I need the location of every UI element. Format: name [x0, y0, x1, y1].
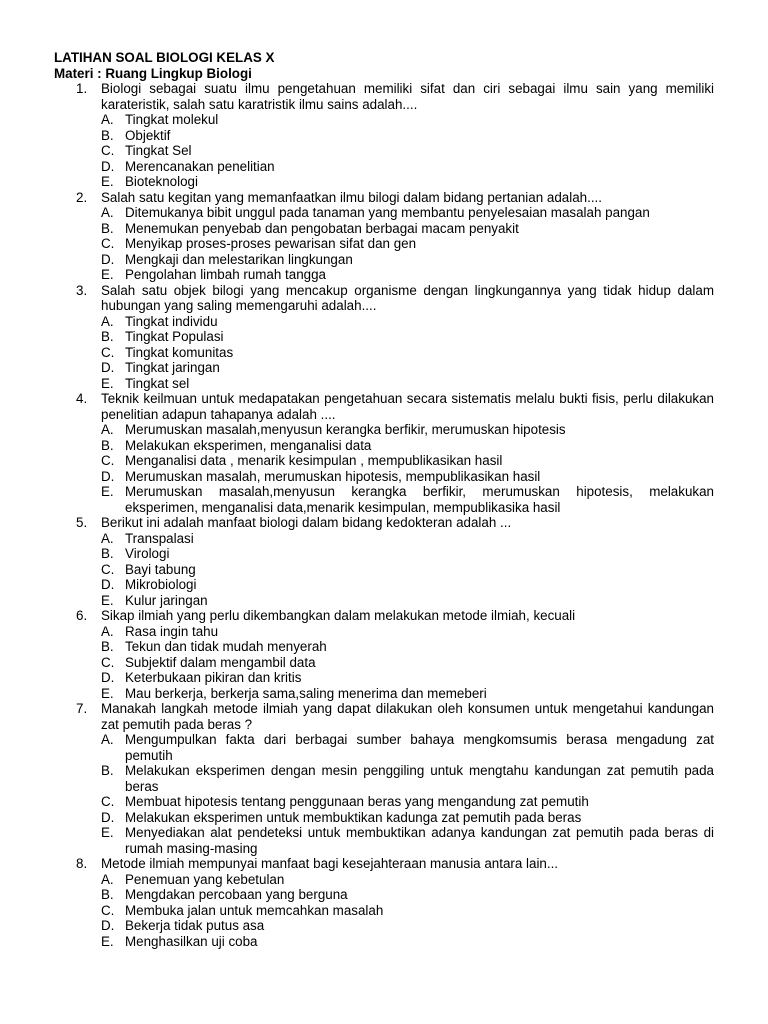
answer-option — [101, 221, 714, 237]
option-text: Menghasilkan uji coba — [125, 933, 258, 949]
option-letter: E. — [101, 484, 114, 499]
option-text: Merumuskan masalah,menyusun kerangka berfikir, merumuskan hipotesis, melakukan eksperimen, menganalisi data,menarik kesimpulan, mempublikasika hasil — [125, 484, 714, 515]
option-letter: D. — [101, 158, 115, 174]
option-text: Tingkat Populasi — [125, 329, 224, 344]
answer-option — [101, 112, 714, 128]
question-number: 6. — [76, 608, 88, 623]
answer-option — [101, 360, 714, 376]
answer-option — [101, 252, 714, 268]
answer-option — [101, 345, 714, 361]
question-number: 7. — [76, 701, 88, 716]
answer-option — [101, 174, 714, 190]
option-letter: A. — [101, 732, 114, 747]
option-letter: B. — [101, 127, 114, 143]
answer-option — [101, 825, 714, 856]
answer-option — [101, 794, 714, 810]
answer-option — [101, 128, 714, 144]
option-letter: D. — [101, 670, 115, 685]
answer-option — [101, 205, 714, 221]
option-list — [101, 112, 714, 190]
answer-option — [101, 872, 714, 888]
option-text: Mikrobiologi — [125, 577, 197, 592]
question-list — [54, 81, 714, 949]
option-letter: C. — [101, 344, 115, 360]
question-item — [54, 701, 714, 856]
option-letter: C. — [101, 794, 115, 809]
answer-option — [101, 887, 714, 903]
document-title: LATIHAN SOAL BIOLOGI KELAS X — [54, 50, 275, 65]
option-letter: B. — [101, 546, 114, 561]
option-text: Ditemukanya bibit unggul pada tanaman yang membantu penyelesaian masalah pangan — [125, 205, 650, 220]
option-text: Pengolahan limbah rumah tangga — [125, 267, 327, 282]
option-text: Melakukan eksperimen untuk membuktikan kadunga zat pemutih pada beras — [125, 809, 582, 825]
answer-option — [101, 422, 714, 438]
option-text: Kulur jaringan — [125, 592, 208, 608]
option-text: Tingkat molekul — [125, 112, 219, 127]
option-text: Mengumpulkan fakta dari berbagai sumber bahaya mengkomsumis berasa mengadung zat pemutih — [125, 732, 714, 763]
option-letter: C. — [101, 143, 115, 158]
answer-option — [101, 577, 714, 593]
answer-option — [101, 934, 714, 950]
answer-option — [101, 562, 714, 578]
answer-option — [101, 810, 714, 826]
question-text: Sikap ilmiah yang perlu dikembangkan dalam melakukan metode ilmiah, kecuali — [101, 608, 576, 623]
option-text: Tingkat sel — [125, 375, 190, 391]
option-text: Menganalisi data , menarik kesimpulan , mempublikasikan hasil — [125, 453, 503, 468]
option-letter: C. — [101, 902, 115, 918]
option-letter: B. — [101, 639, 114, 654]
option-text: Tingkat individu — [125, 313, 218, 329]
option-text: Tekun dan tidak mudah menyerah — [125, 639, 327, 654]
option-letter: D. — [101, 918, 115, 933]
option-letter: A. — [101, 422, 114, 437]
option-text: Merumuskan masalah, merumuskan hipotesis, mempublikasikan hasil — [125, 468, 541, 484]
answer-option — [101, 159, 714, 175]
answer-option — [101, 267, 714, 283]
answer-option — [101, 732, 714, 763]
option-letter: C. — [101, 236, 115, 251]
option-letter: E. — [101, 933, 114, 949]
question-item — [54, 515, 714, 608]
option-letter: B. — [101, 437, 114, 453]
option-letter: C. — [101, 453, 115, 468]
option-text: Bioteknologi — [125, 174, 198, 189]
option-letter: D. — [101, 251, 115, 267]
option-text: Mengkaji dan melestarikan lingkungan — [125, 251, 353, 267]
option-letter: E. — [101, 174, 114, 189]
document-subtitle: Materi : Ruang Lingkup Biologi — [54, 65, 252, 81]
document-page — [54, 50, 714, 949]
answer-option — [101, 484, 714, 515]
option-letter: D. — [101, 468, 115, 484]
option-letter: E. — [101, 267, 114, 282]
option-list — [101, 422, 714, 515]
answer-option — [101, 593, 714, 609]
option-list — [101, 732, 714, 856]
option-letter: E. — [101, 592, 114, 608]
answer-option — [101, 763, 714, 794]
option-text: Menyikap proses-proses pewarisan sifat dan gen — [125, 236, 417, 251]
option-text: Mengdakan percobaan yang berguna — [125, 887, 348, 902]
option-letter: C. — [101, 654, 115, 670]
option-text: Bayi tabung — [125, 561, 196, 577]
answer-option — [101, 655, 714, 671]
option-list — [101, 205, 714, 283]
question-number: 5. — [76, 515, 88, 530]
option-letter: A. — [101, 871, 114, 887]
answer-option — [101, 143, 714, 159]
answer-option — [101, 531, 714, 547]
option-letter: B. — [101, 220, 114, 236]
option-text: Tingkat jaringan — [125, 360, 220, 375]
question-text: Salah satu objek bilogi yang mencakup organisme dengan lingkungannya yang tidak hidup dalam hubungan yang saling memengaruhi adalah.... — [101, 282, 714, 313]
answer-option — [101, 918, 714, 934]
answer-option — [101, 624, 714, 640]
answer-option — [101, 236, 714, 252]
option-letter: E. — [101, 685, 114, 701]
question-item — [54, 391, 714, 515]
answer-option — [101, 329, 714, 345]
question-number: 2. — [76, 189, 88, 205]
option-letter: B. — [101, 763, 114, 778]
question-text: Metode ilmiah mempunyai manfaat bagi kesejahteraan manusia antara lain... — [101, 856, 559, 871]
option-letter: E. — [101, 825, 114, 840]
option-text: Merencanakan penelitian — [125, 158, 275, 174]
question-number: 3. — [76, 282, 88, 298]
option-text: Keterbukaan pikiran dan kritis — [125, 670, 302, 685]
question-text: Salah satu kegitan yang memanfaatkan ilmu bilogi dalam bidang pertanian adalah.... — [101, 189, 602, 205]
answer-option — [101, 903, 714, 919]
answer-option — [101, 438, 714, 454]
question-item — [54, 283, 714, 392]
option-text: Mau berkerja, berkerja sama,saling menerima dan memeberi — [125, 685, 487, 701]
option-text: Melakukan eksperimen, menganalisi data — [125, 437, 372, 453]
question-text: Teknik keilmuan untuk medapatakan pengetahuan secara sistematis melalu bukti fisis, perlu dilakukan penelitian adapun tahapanya adalah .... — [101, 391, 714, 422]
option-list — [101, 872, 714, 950]
question-text: Biologi sebagai suatu ilmu pengetahuan memiliki sifat dan ciri sebagai ilmu sain yang memiliki karateristik, salah satu karatristik ilmu sains adalah.... — [101, 81, 714, 112]
option-text: Melakukan eksperimen dengan mesin penggiling untuk mengtahu kandungan zat pemutih pada beras — [125, 763, 714, 794]
option-letter: D. — [101, 577, 115, 592]
question-number: 4. — [76, 391, 88, 406]
option-letter: E. — [101, 375, 114, 391]
question-item — [54, 81, 714, 190]
option-letter: A. — [101, 205, 114, 220]
option-text: Subjektif dalam mengambil data — [125, 654, 316, 670]
option-letter: D. — [101, 360, 115, 375]
answer-option — [101, 314, 714, 330]
question-number: 1. — [76, 81, 88, 96]
option-text: Menyediakan alat pendeteksi untuk membuktikan adanya kandungan zat pemutih pada beras di rumah masing-masing — [125, 825, 714, 856]
option-text: Membuat hipotesis tentang penggunaan beras yang mengandung zat pemutih — [125, 794, 589, 809]
question-text: Berikut ini adalah manfaat biologi dalam bidang kedokteran adalah ... — [101, 515, 512, 530]
option-letter: A. — [101, 623, 114, 639]
question-number: 8. — [76, 856, 88, 871]
option-text: Menemukan penyebab dan pengobatan berbagai macam penyakit — [125, 220, 519, 236]
option-text: Penemuan yang kebetulan — [125, 871, 285, 887]
question-text: Manakah langkah metode ilmiah yang dapat dilakukan oleh konsumen untuk mengetahui kandungan zat pemutih pada beras ? — [101, 701, 714, 732]
question-item — [54, 856, 714, 949]
question-item — [54, 190, 714, 283]
option-text: Rasa ingin tahu — [125, 623, 219, 639]
answer-option — [101, 686, 714, 702]
question-item — [54, 608, 714, 701]
option-list — [101, 624, 714, 702]
option-letter: A. — [101, 530, 114, 546]
answer-option — [101, 546, 714, 562]
option-text: Transpalasi — [125, 530, 194, 546]
answer-option — [101, 453, 714, 469]
option-text: Objektif — [125, 127, 171, 143]
option-text: Tingkat komunitas — [125, 344, 234, 360]
option-list — [101, 531, 714, 609]
answer-option — [101, 376, 714, 392]
answer-option — [101, 670, 714, 686]
option-text: Tingkat Sel — [125, 143, 192, 158]
option-letter: B. — [101, 329, 114, 344]
option-list — [101, 314, 714, 392]
option-letter: A. — [101, 313, 114, 329]
option-letter: D. — [101, 809, 115, 825]
option-letter: B. — [101, 887, 114, 902]
option-letter: C. — [101, 561, 115, 577]
option-text: Merumuskan masalah,menyusun kerangka berfikir, merumuskan hipotesis — [125, 422, 566, 437]
option-text: Membuka jalan untuk memcahkan masalah — [125, 902, 384, 918]
answer-option — [101, 469, 714, 485]
answer-option — [101, 639, 714, 655]
option-text: Virologi — [125, 546, 170, 561]
option-text: Bekerja tidak putus asa — [125, 918, 265, 933]
option-letter: A. — [101, 112, 114, 127]
